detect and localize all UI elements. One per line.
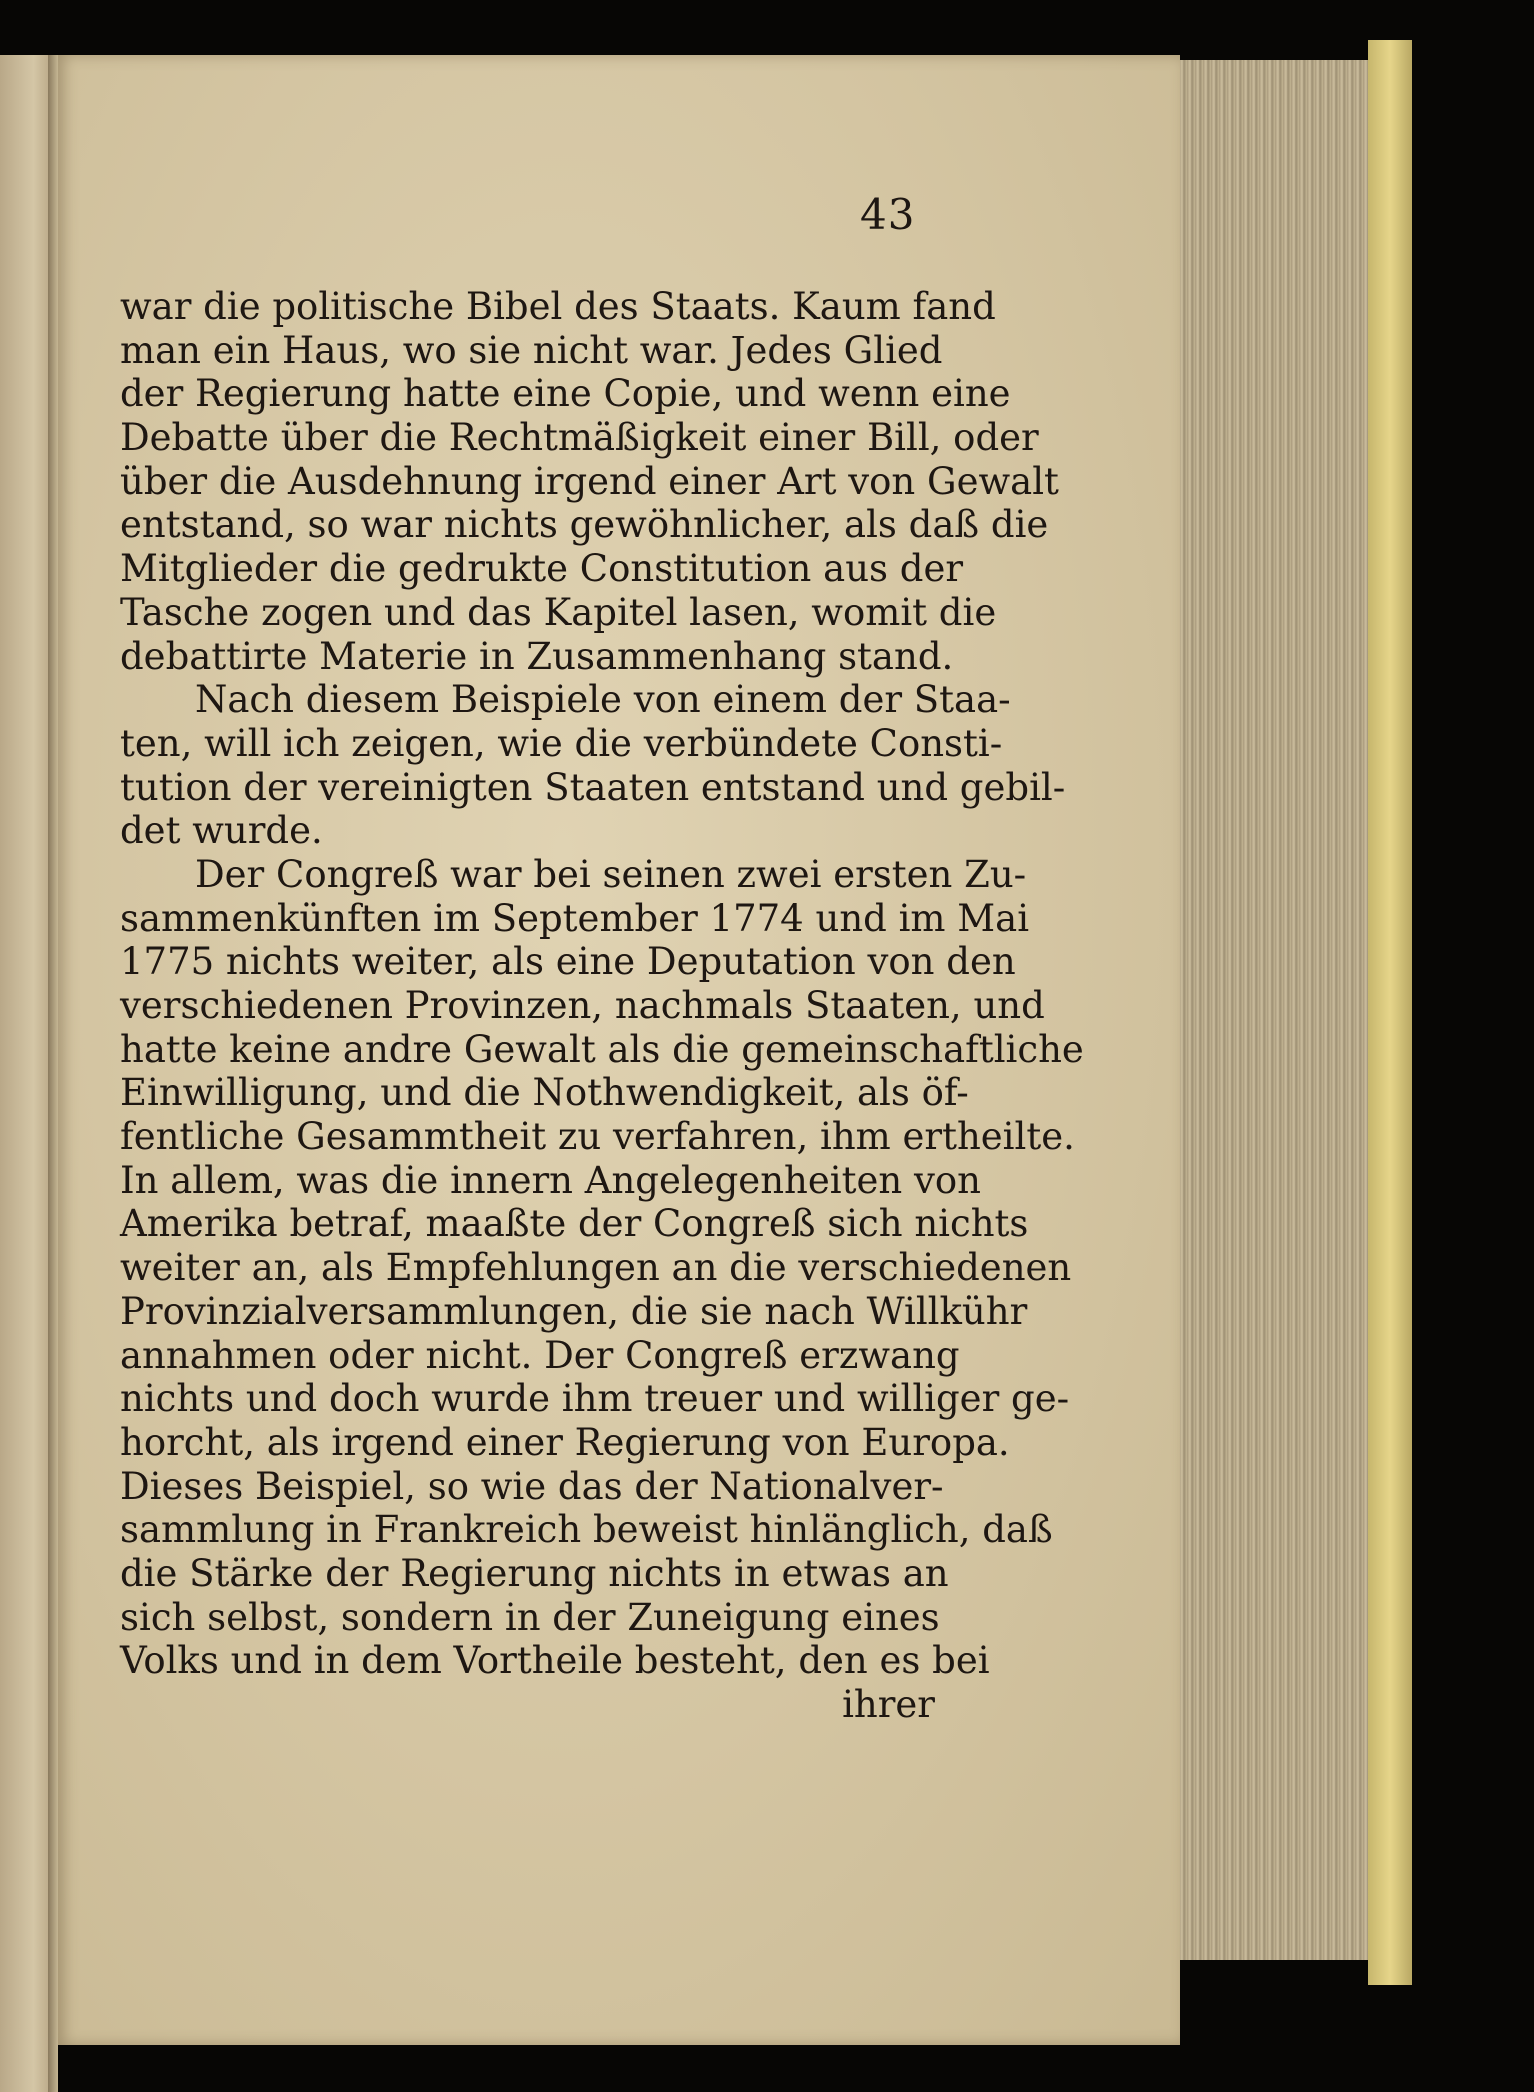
paragraph-start-line: Nach diesem Beispiele von einem der Staa- bbox=[195, 678, 1011, 722]
page-block-edge bbox=[1168, 60, 1371, 1960]
text-line: Einwilligung, und die Nothwendigkeit, als öf- bbox=[120, 1071, 969, 1115]
text-line: die Stärke der Regierung nichts in etwas an bbox=[120, 1551, 949, 1595]
text-line: weiter an, als Empfehlungen an die verschiedenen bbox=[120, 1246, 1072, 1290]
text-line: verschiedenen Provinzen, nachmals Staaten, und bbox=[120, 984, 1045, 1027]
text-line: Mitglieder die gedrukte Constitution aus der bbox=[120, 547, 964, 591]
text-line: war die politische Bibel des Staats. Kaum fand bbox=[120, 285, 996, 328]
text-line: man ein Haus, wo sie nicht war. Jedes Glied bbox=[120, 328, 943, 372]
text-line: Tasche zogen und das Kapitel lasen, womit die bbox=[120, 590, 997, 634]
text-line: annahmen oder nicht. Der Congreß erzwang bbox=[120, 1333, 960, 1377]
page-text bbox=[120, 285, 1084, 1727]
text-line: debattirte Materie in Zusammenhang stand. bbox=[120, 634, 954, 678]
text-line: Amerika betraf, maaßte der Congreß sich nichts bbox=[120, 1202, 1029, 1246]
text-line: Provinzialversammlungen, die sie nach Willkühr bbox=[120, 1289, 1028, 1333]
text-line: 1775 nichts weiter, als eine Deputation von den bbox=[120, 940, 1016, 984]
text-line: Volks und in dem Vortheile besteht, den es bei bbox=[120, 1639, 990, 1683]
text-line: entstand, so war nichts gewöhnlicher, als daß die bbox=[120, 503, 1049, 547]
facing-page-edge bbox=[0, 55, 48, 2092]
text-line: horcht, als irgend einer Regierung von Europa. bbox=[120, 1420, 1010, 1464]
catchword: ihrer bbox=[842, 1683, 935, 1726]
text-line: sammlung in Frankreich beweist hinlänglich, daß bbox=[120, 1508, 1053, 1552]
text-line: nichts und doch wurde ihm treuer und williger ge- bbox=[120, 1377, 1070, 1421]
book-cover-edge bbox=[1368, 40, 1412, 1985]
page-number: 43 bbox=[860, 190, 916, 239]
text-line: det wurde. bbox=[120, 809, 323, 853]
text-line: In allem, was die innern Angelegenheiten von bbox=[120, 1158, 981, 1202]
text-line: fentliche Gesammtheit zu verfahren, ihm ertheilte. bbox=[120, 1115, 1075, 1159]
book-gutter bbox=[48, 55, 58, 2092]
text-line: sammenkünften im September 1774 und im Mai bbox=[120, 896, 1030, 940]
text-line: tution der vereinigten Staaten entstand und gebil- bbox=[120, 765, 1066, 809]
paragraph-start-line: Der Congreß war bei seinen zwei ersten Zu- bbox=[195, 852, 1027, 896]
text-line: der Regierung hatte eine Copie, und wenn eine bbox=[120, 372, 1011, 416]
text-line: Dieses Beispiel, so wie das der Nationalver- bbox=[120, 1464, 944, 1508]
text-line: Debatte über die Rechtmäßigkeit einer Bill, oder bbox=[120, 416, 1039, 460]
text-line: hatte keine andre Gewalt als die gemeinschaftliche bbox=[120, 1027, 1084, 1071]
text-line: ten, will ich zeigen, wie die verbündete Consti- bbox=[120, 721, 1003, 765]
text-line: über die Ausdehnung irgend einer Art von Gewalt bbox=[120, 459, 1059, 503]
text-line: sich selbst, sondern in der Zuneigung eines bbox=[120, 1595, 940, 1639]
